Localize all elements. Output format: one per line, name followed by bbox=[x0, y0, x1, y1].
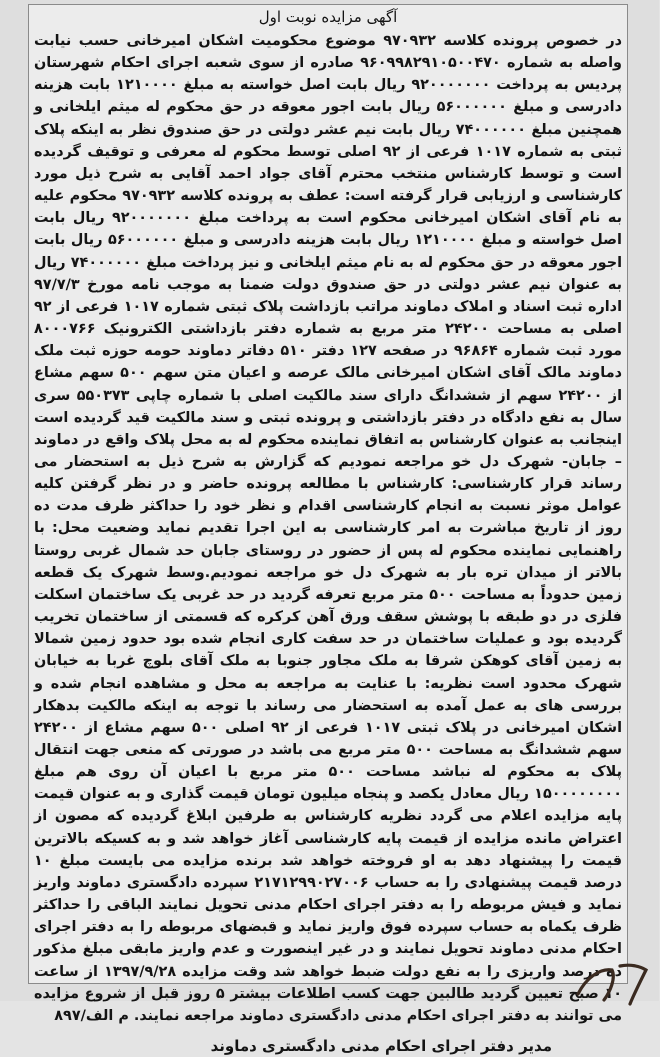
notice-body: در خصوص پرونده کلاسه ۹۷۰۹۳۲ موضوع محکومیت اشکان امیرخانی حسب نیابت واصله به شماره ۹۶۰۹۹۸۲۹۱۰۵۰۰۴۷۰ صادره از سوی شعبه اجرای احکام شهرستان پردیس به پرداخت ۹۲۰۰۰۰۰۰۰ ریال بابت اصل خواسته به مبلغ ۱۲۱۰۰۰۰ بابت هزینه دادرسی و مبلغ ۵۶۰۰۰۰۰۰ ریال بابت اجور معوقه در حق محکوم له میثم ایلخانی و همچنین مبلغ ۷۴۰۰۰۰۰۰ ریال بابت نیم عشر دولتی در حق صندوق نظر به اینکه پلاک ثبتی به شماره ۱۰۱۷ فرعی از ۹۲ اصلی توسط محکوم له معرفی و توقیف گردیده است و توسط کارشناس منتخب محترم آقای جواد احمد آقایی به شرح ذیل مورد کارشناسی و ارزیابی قرار گرفته است: عطف به پرونده کلاسه ۹۷۰۹۳۲ محکوم علیه به نام آقای اشکان امیرخانی محکوم است به پرداخت مبلغ ۹۲۰۰۰۰۰۰۰ ریال بابت اصل خواسته و مبلغ ۱۲۱۰۰۰۰ ریال بابت هزینه دادرسی و مبلغ ۵۶۰۰۰۰۰۰ ریال بابت اجور معوقه در حق محکوم له به نام میثم ایلخانی و نیز پرداخت مبلغ ۷۴۰۰۰۰۰۰ ریال به عنوان نیم عشر دولتی در حق صندوق دولت ضمنا به موجب نامه مورخ ۹۷/۷/۳ اداره ثبت اسناد و املاک دماوند مراتب بازداشت پلاک ثبتی شماره ۱۰۱۷ فرعی از ۹۲ اصلی به مساحت ۲۴۲۰۰ متر مربع به شماره دفتر بازداشتی الکترونیک ۸۰۰۰۷۶۶ مورد ثبت شماره ۹۶۸۶۴ در صفحه ۱۲۷ دفتر ۵۱۰ دفاتر دماوند حومه حوزه ثبت ملک دماوند مالک آقای اشکان امیرخانی مالک عرصه و اعیان متن سهم ۵۰۰ سهم مشاع از ۲۴۲۰۰ سهم از ششدانگ دارای سند مالکیت اصلی با شماره چاپی ۵۵۰۳۷۳ سری سال به نفع دادگاه در دفتر بازداشتی و پرونده ثبتی و سند مالکیت قید گردیده است اینجانب به عنوان کارشناس به اتفاق نماینده محکوم له به محل پلاک واقع در دماوند – جابان- شهرک دل خو مراجعه نمودیم که گزارش به شرح ذیل به استحضار می رساند قرار کارشناسی: کارشناس با مطالعه پرونده حاضر و در نظر گرفتن کلیه عوامل موثر نسبت به انجام کارشناسی اقدام و نظر خود را حداکثر ظرف مدت ده روز از تاریخ مباشرت به امر کارشناسی به این اجرا تقدیم نماید وضعیت محل: با راهنمایی نماینده محکوم له پس از حضور در روستای جابان حد شمال غربی روستا بالاتر از میدان تره بار به شهرک دل خو مراجعه نمودیم.وسط شهرک یک قطعه زمین حدوداً به مساحت ۵۰۰ متر مربع تعرفه گردید در حد غربی یک ساختمان اسکلت فلزی در دو طبقه با پوشش سقف ورق آهن کرکره که قسمتی از ساختمان تخریب گردیده بود و عملیات ساختمان در حد سفت کاری انجام شده بود حدود زمین شمالا به زمین آقای کوهکن شرقا به ملک مجاور جنوبا به ملک آقای بلوچ غربا به خیابان شهرک محدود است نظریه: با عنایت به مراجعه به محل و مشاهده انجام شده و بررسی های به عمل آمده به استحضار می رساند با توجه به اینکه مالکیت بدهکار اشکان امیرخانی در پلاک ثبتی ۱۰۱۷ فرعی از ۹۲ اصلی ۵۰۰ سهم مشاع از ۲۴۲۰۰ سهم ششدانگ به مساحت ۵۰۰ متر مربع می باشد در صورتی که منعی جهت انتقال پلاک به محکوم له نباشد مساحت ۵۰۰ متر مربع با اعیان آن روی هم مبلغ ۱۵۰۰۰۰۰۰۰۰ ریال معادل یکصد و پنجاه میلیون تومان قیمت گذاری و به عنوان قیمت پایه مزایده اعلام می گردد نظریه کارشناس به طرفین ابلاغ گردیده که مصون از اعتراض مانده مزایده از قیمت پایه کارشناسی آغاز خواهد شد و به کسیکه بالاترین قیمت را پیشنهاد دهد به او فروخته خواهد شد برنده مزایده می بایست مبلغ ۱۰ درصد قیمت پیشنهادی را به حساب ۲۱۷۱۲۹۹۰۲۷۰۰۶ سپرده دادگستری دماوند واریز نماید و فیش مربوطه را به دفتر اجرای احکام مدنی تحویل نمایند الباقی را حداکثر ظرف یکماه به حساب سپرده فوق واریز نماید و قبضهای مربوطه را به دفتر اجرای احکام مدنی دماوند تحویل نمایند و در غیر اینصورت و عدم واریز مابقی مبلغ مذکور ده درصد واریزی را به نفع دولت ضبط خواهد شد وقت مزایده ۱۳۹۷/۹/۲۸ از ساعت ۱۰ صبح تعیین گردید طالبین جهت کسب اطلاعات بیشتر ۵ روز قبل از شروع مزایده می توانند به دفتر اجرای احکام مدنی دادگستری دماوند مراجعه نمایند. م الف/۸۹۷ bbox=[34, 33, 623, 1024]
notice-title: آگهی مزایده نوبت اول bbox=[258, 8, 398, 26]
notice-signature: مدیر دفتر اجرای احکام مدنی دادگستری دماوند bbox=[210, 1037, 552, 1056]
auction-notice bbox=[34, 6, 622, 1057]
handwritten-mark bbox=[560, 948, 660, 1008]
